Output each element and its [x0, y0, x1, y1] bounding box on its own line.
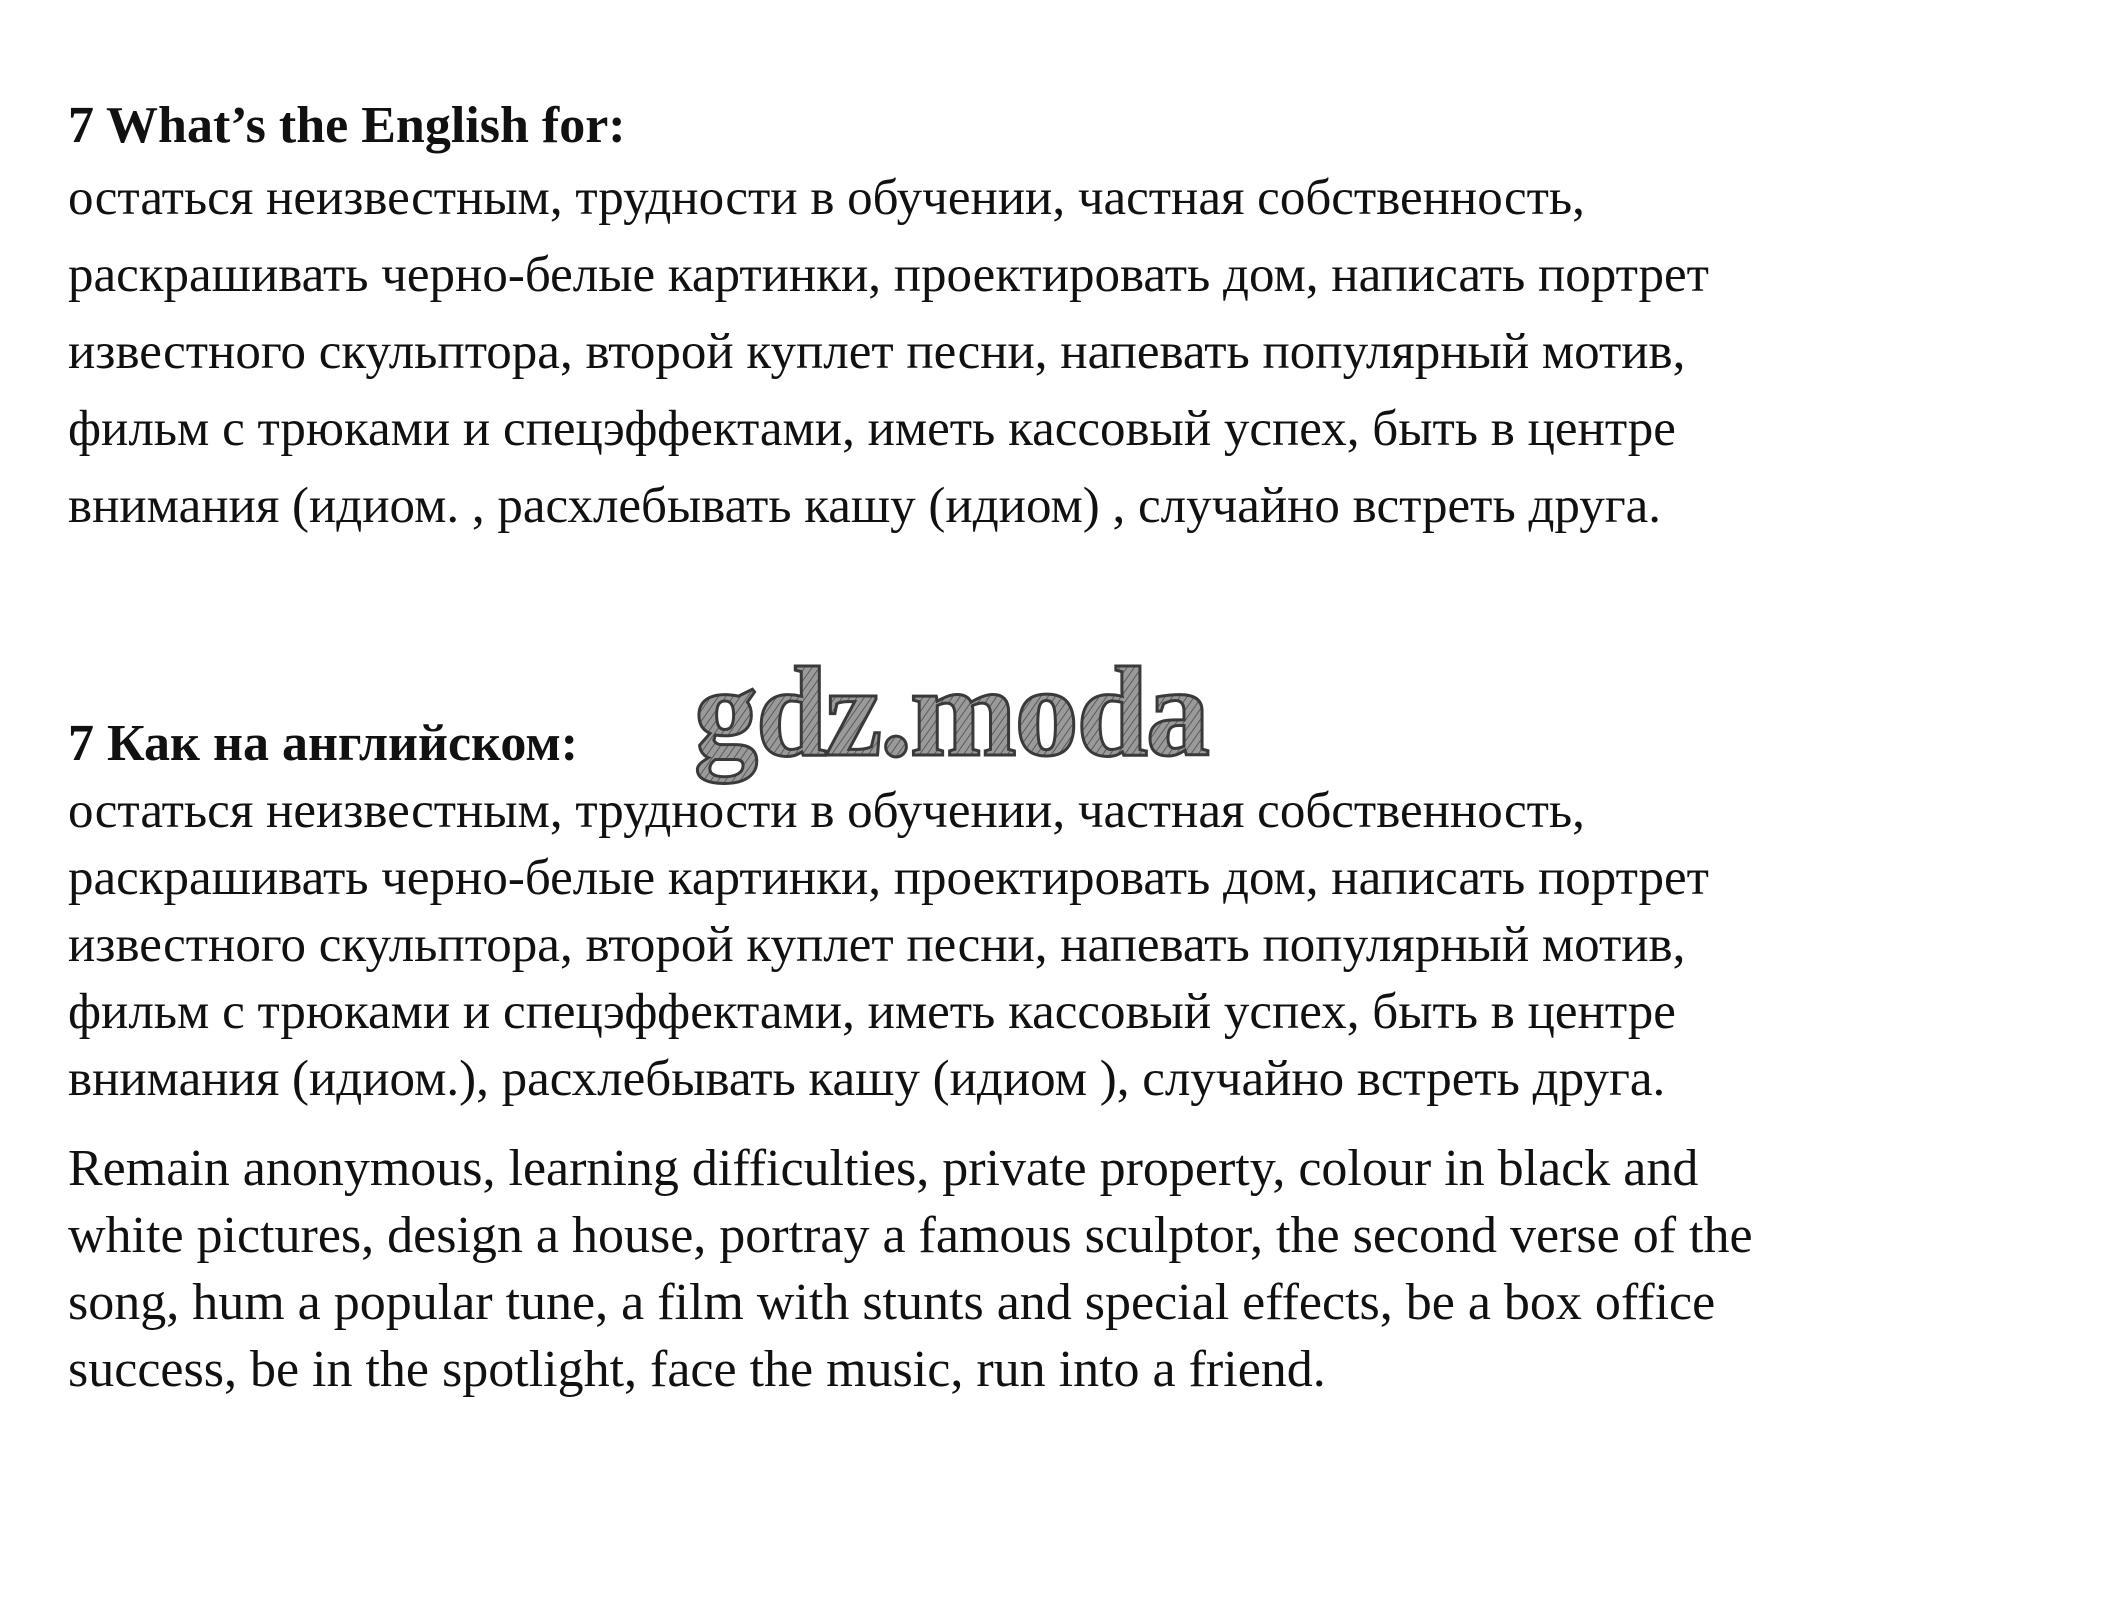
- russian-phrase-line: внимания (идиом. , расхлебывать кашу (идиом) , случайно встреть друга.: [68, 478, 1662, 534]
- answer-line: song, hum a popular tune, a film with stunts and special effects, be a box office: [68, 1274, 1716, 1331]
- russian-phrase-line: известного скульптора, второй куплет песни, напевать популярный мотив,: [68, 324, 1686, 380]
- russian-phrase-line: известного скульптора, второй куплет песни, напевать популярный мотив,: [68, 917, 1686, 973]
- russian-phrase-line: раскрашивать черно-белые картинки, проектировать дом, написать портрет: [68, 850, 1709, 906]
- answer-line: Remain anonymous, learning difficulties, private property, colour in black and: [68, 1140, 1699, 1197]
- russian-phrase-line: остаться неизвестным, трудности в обучении, частная собственность,: [68, 170, 1585, 226]
- russian-phrase-line: остаться неизвестным, трудности в обучении, частная собственность,: [68, 783, 1585, 839]
- english-prompt-section: [68, 92, 2058, 545]
- russian-phrase-line: фильм с трюками и спецэффектами, иметь кассовый успех, быть в центре: [68, 401, 1676, 457]
- answer-line: success, be in the spotlight, face the music, run into a friend.: [68, 1341, 1326, 1398]
- section-heading-russian: 7 Как на английском:: [68, 715, 579, 772]
- svg-text:gdz.moda: gdz.moda: [694, 645, 1208, 783]
- russian-phrase-line: внимания (идиом.), расхлебывать кашу (идиом ), случайно встреть друга.: [68, 1051, 1666, 1107]
- russian-phrase-line: раскрашивать черно-белые картинки, проектировать дом, написать портрет: [68, 247, 1709, 303]
- section-heading-english: 7 What’s the English for:: [68, 97, 626, 154]
- answer-line: white pictures, design a house, portray a famous sculptor, the second verse of the: [68, 1207, 1753, 1264]
- russian-phrase-line: фильм с трюками и спецэффектами, иметь кассовый успех, быть в центре: [68, 984, 1676, 1040]
- english-answer: [68, 1135, 2058, 1403]
- russian-prompt-section: [68, 710, 2058, 1403]
